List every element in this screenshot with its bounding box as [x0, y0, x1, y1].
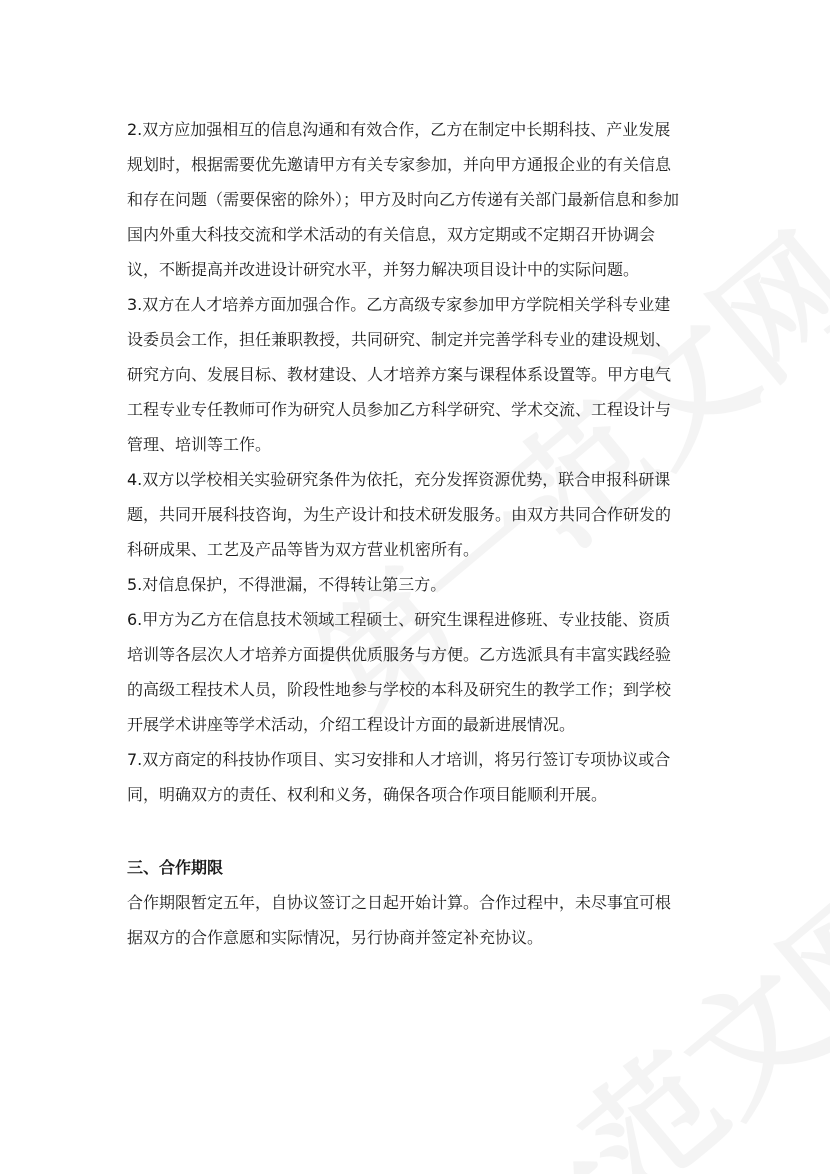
- text-line: 规划时，根据需要优先邀请甲方有关专家参加，并向甲方通报企业的有关信息: [127, 155, 672, 174]
- text-line: 培训等各层次人才培养方面提供优质服务与方便。乙方选派具有丰富实践经验: [127, 645, 672, 664]
- clause-4: [127, 462, 712, 567]
- text-line: 同，明确双方的责任、权利和义务，确保各项合作项目能顺利开展。: [127, 785, 608, 804]
- text-line: 议，不断提高并改进设计研究水平，并努力解决项目设计中的实际问题。: [127, 260, 640, 279]
- section-3-body: [127, 885, 712, 955]
- text-line: 开展学术讲座等学术活动，介绍工程设计方面的最新进展情况。: [127, 715, 576, 734]
- text-line: 设委员会工作，担任兼职教授，共同研究、制定并完善学科专业的建设规划、: [127, 330, 672, 349]
- text-line: 据双方的合作意愿和实际情况，另行协商并签定补充协议。: [127, 928, 544, 947]
- text-line: 3.双方在人才培养方面加强合作。乙方高级专家参加甲方学院相关学科专业建: [127, 295, 671, 314]
- clause-3: [127, 287, 712, 462]
- text-line: 合作期限暂定五年，自协议签订之日起开始计算。合作过程中，未尽事宜可根: [127, 893, 672, 912]
- clause-6: [127, 602, 712, 742]
- section-heading: 三、合作期限: [127, 858, 224, 877]
- text-line: 的高级工程技术人员，阶段性地参与学校的本科及研究生的教学工作；到学校: [127, 680, 672, 699]
- text-line: 研究方向、发展目标、教材建设、人才培养方案与课程体系设置等。甲方电气: [127, 365, 672, 384]
- text-line: 4.双方以学校相关实验研究条件为依托，充分发挥资源优势，联合申报科研课: [127, 470, 671, 489]
- text-line: 工程专业专任教师可作为研究人员参加乙方科学研究、学术交流、工程设计与: [127, 400, 672, 419]
- text-line: 2.双方应加强相互的信息沟通和有效合作，乙方在制定中长期科技、产业发展: [127, 120, 671, 139]
- text-line: 题，共同开展科技咨询，为生产设计和技术研发服务。由双方共同合作研发的: [127, 505, 672, 524]
- document-body: [127, 112, 712, 955]
- text-line: 和存在问题（需要保密的除外）；甲方及时向乙方传递有关部门最新信息和参加: [127, 190, 680, 209]
- text-line: 6.甲方为乙方在信息技术领域工程硕士、研究生课程进修班、专业技能、资质: [127, 610, 671, 629]
- clause-5: [127, 567, 712, 602]
- clause-7: [127, 742, 712, 812]
- text-line: 科研成果、工艺及产品等皆为双方营业机密所有。: [127, 540, 480, 559]
- text-line: 管理、培训等工作。: [127, 435, 272, 454]
- clause-2: [127, 112, 712, 287]
- text-line: 5.对信息保护，不得泄漏，不得转让第三方。: [127, 575, 447, 594]
- text-line: 国内外重大科技交流和学术活动的有关信息，双方定期或不定期召开协调会: [127, 225, 656, 244]
- text-line: 7.双方商定的科技协作项目、实习安排和人才培训，将另行签订专项协议或合: [127, 750, 671, 769]
